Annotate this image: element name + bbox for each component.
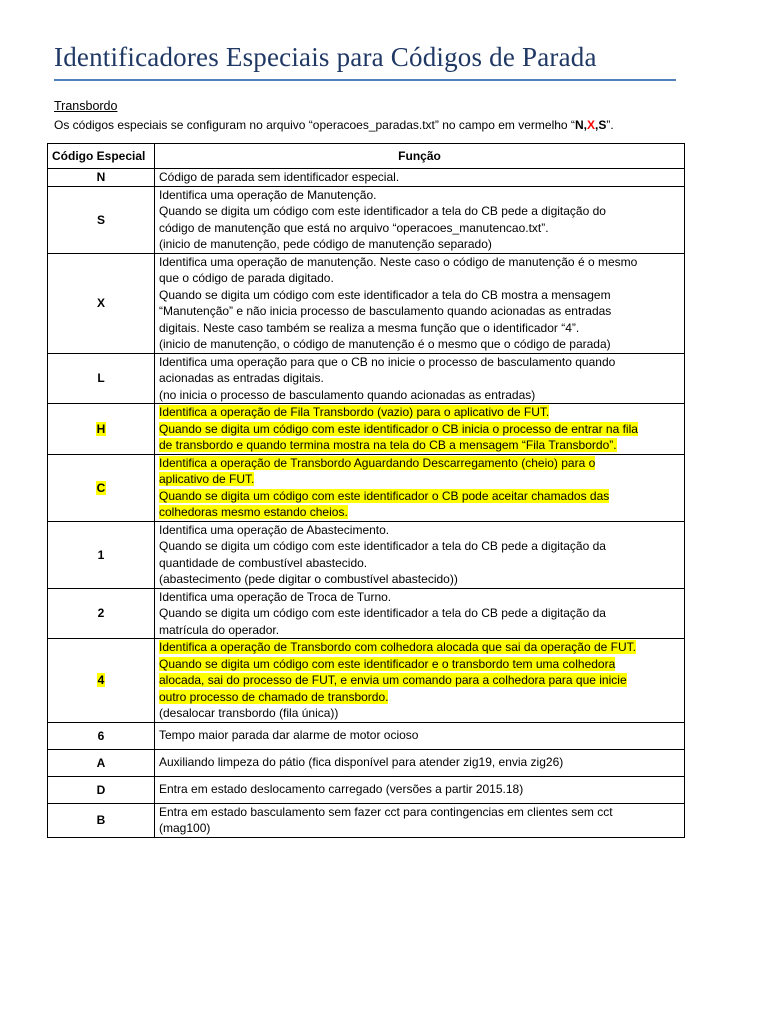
function-cell — [155, 722, 685, 749]
intro-text: Os códigos especiais se configuram no arquivo “operacoes_paradas.txt” no campo em vermelho “ — [54, 118, 575, 132]
table-header-row — [48, 144, 685, 169]
section-heading: Transbordo — [54, 99, 118, 113]
codes-table — [47, 143, 685, 838]
function-line: Quando se digita um código com este identificador a tela do CB mostra a mensagem — [159, 287, 611, 302]
code-cell — [48, 639, 155, 723]
function-line: outro processo de chamado de transbordo. — [159, 689, 389, 704]
intro-paragraph — [54, 118, 614, 132]
function-line: que o código de parada digitado. — [159, 271, 334, 285]
table-row — [48, 749, 685, 776]
intro-comma: , — [583, 118, 587, 132]
code-cell — [48, 722, 155, 749]
title-underline — [54, 79, 676, 81]
function-line: Quando se digita um código com este identificador a tela do CB pede a digitação do — [159, 204, 606, 218]
function-line: alocada, sai do processo de FUT, e envia um comando para a colhedora para que inicie — [159, 673, 627, 687]
function-line: matrícula do operador. — [159, 622, 280, 637]
code-value: 4 — [97, 673, 105, 688]
function-cell — [155, 803, 685, 837]
function-line: Quando se digita um código com este identificador a tela do CB pede a digitação da — [159, 539, 606, 553]
function-line: (mag100) — [159, 821, 211, 835]
function-line: Identifica a operação de Fila Transbordo (vazio) para o aplicativo de FUT. — [159, 405, 550, 419]
code-cell — [48, 404, 155, 455]
code-value: D — [96, 782, 106, 797]
function-line: (inicio de manutenção, pede código de manutenção separado) — [159, 237, 492, 251]
function-cell — [155, 749, 685, 776]
code-value: A — [96, 755, 106, 770]
code-value: S — [96, 212, 105, 227]
code-cell — [48, 186, 155, 253]
code-cell — [48, 776, 155, 803]
function-line: Identifica a operação de Transbordo com colhedora alocada que sai da operação de FUT. — [159, 640, 636, 654]
code-cell — [48, 588, 155, 639]
function-line: (desalocar transbordo (fila única)) — [159, 706, 339, 720]
code-cell — [48, 521, 155, 588]
table-row — [48, 253, 685, 353]
code-cell — [48, 353, 155, 404]
function-cell — [155, 253, 685, 353]
code-value: 2 — [97, 606, 105, 621]
table-row — [48, 454, 685, 521]
code-value: L — [97, 371, 105, 386]
code-value: X — [96, 296, 105, 310]
table-row — [48, 404, 685, 455]
function-line: Identifica a operação de Transbordo Aguardando Descarregamento (cheio) para o — [159, 455, 596, 470]
function-line: colhedoras mesmo estando cheios. — [159, 505, 348, 519]
intro-code-n: N — [574, 118, 584, 132]
function-line: digitais. Neste caso também se realiza a mesma função que o identificador “4”. — [159, 320, 580, 335]
function-line: Auxiliando limpeza do pátio (fica disponível para atender zig19, envia zig26) — [159, 755, 564, 770]
function-line: acionadas as entradas digitais. — [159, 371, 324, 385]
function-cell — [155, 776, 685, 803]
code-value: 6 — [97, 728, 105, 743]
intro-comma: , — [594, 118, 599, 132]
page-title: Identificadores Especiais para Códigos de Parada — [54, 42, 597, 72]
function-line: Entra em estado basculamento sem fazer cct para contingencias em clientes sem cct — [159, 804, 613, 819]
header-funcao: Função — [155, 144, 685, 169]
code-cell — [48, 253, 155, 353]
table-row — [48, 722, 685, 749]
intro-code-s: S — [598, 118, 607, 132]
table-row — [48, 639, 685, 723]
function-cell — [155, 454, 685, 521]
function-line: Identifica uma operação de Troca de Turno. — [159, 589, 392, 604]
function-cell — [155, 639, 685, 723]
function-line: Código de parada sem identificador especial. — [159, 170, 400, 184]
table-row — [48, 776, 685, 803]
function-line: aplicativo de FUT. — [159, 472, 255, 486]
function-line: Identifica uma operação de Manutenção. — [159, 187, 377, 202]
code-value: H — [96, 421, 106, 436]
function-line: Quando se digita um código com este identificador a tela do CB pede a digitação da — [159, 606, 606, 620]
function-line: “Manutenção” e não inicia processo de basculamento quando acionadas as entradas — [159, 304, 612, 318]
function-cell — [155, 521, 685, 588]
function-cell — [155, 186, 685, 253]
header-codigo-especial: Código Especial — [48, 144, 155, 169]
code-cell — [48, 169, 155, 187]
function-line: Quando se digita um código com este identificador o CB pode aceitar chamados das — [159, 488, 610, 503]
intro-code-x: X — [586, 118, 595, 132]
function-line: (abastecimento (pede digitar o combustível abastecido)) — [159, 572, 458, 586]
intro-suffix: ”. — [606, 118, 614, 132]
function-line: Entra em estado deslocamento carregado (versões a partir 2015.18) — [159, 782, 524, 797]
function-line: de transbordo e quando termina mostra na tela do CB a mensagem “Fila Transbordo”. — [159, 438, 617, 452]
function-line: Identifica uma operação de manutenção. Neste caso o código de manutenção é o mesmo — [159, 254, 638, 269]
code-value: N — [96, 170, 106, 185]
function-line: quantidade de combustível abastecido. — [159, 555, 368, 570]
function-line: (inicio de manutenção, o código de manutenção é o mesmo que o código de parada) — [159, 337, 611, 351]
function-line: Quando se digita um código com este identificador e o transbordo tem uma colhedora — [159, 656, 616, 671]
code-cell — [48, 454, 155, 521]
function-cell — [155, 404, 685, 455]
table-row — [48, 169, 685, 187]
code-value: C — [96, 480, 106, 495]
function-cell — [155, 588, 685, 639]
function-line: Tempo maior parada dar alarme de motor ocioso — [159, 728, 419, 743]
function-line: Identifica uma operação de Abastecimento. — [159, 522, 390, 537]
function-cell — [155, 353, 685, 404]
table-row — [48, 803, 685, 837]
function-cell — [155, 169, 685, 187]
table-row — [48, 521, 685, 588]
table-row — [48, 588, 685, 639]
code-cell — [48, 749, 155, 776]
function-line: Identifica uma operação para que o CB no inicie o processo de basculamento quando — [159, 354, 616, 369]
function-line: Quando se digita um código com este identificador o CB inicia o processo de entrar na fila — [159, 421, 638, 436]
table-row — [48, 186, 685, 253]
function-line: código de manutenção que está no arquivo “operacoes_manutencao.txt”. — [159, 220, 549, 235]
code-value: 1 — [97, 547, 105, 562]
table-row — [48, 353, 685, 404]
code-value: B — [96, 813, 106, 827]
function-line: (no inicia o processo de basculamento quando acionadas as entradas) — [159, 387, 536, 402]
code-cell — [48, 803, 155, 837]
